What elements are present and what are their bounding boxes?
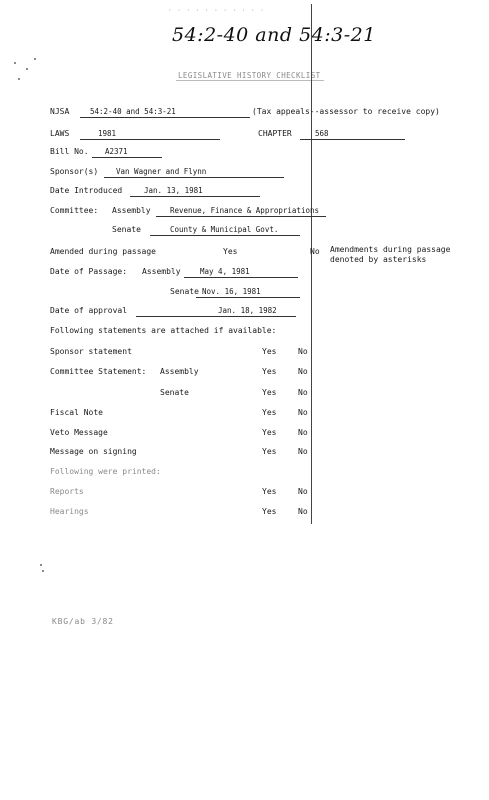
date-of-approval-underline (136, 316, 296, 317)
sponsors-value: Van Wagner and Flynn (116, 167, 207, 176)
amended-no: No (310, 247, 320, 256)
njsa-label: NJSA (50, 107, 70, 116)
scan-speck (26, 68, 28, 70)
njsa-underline (80, 117, 250, 118)
date-of-approval-label: Date of approval (50, 306, 128, 315)
chapter-underline (300, 139, 405, 140)
committee-statement-assembly-label: Assembly (160, 367, 199, 376)
date-introduced-label: Date Introduced (50, 186, 123, 195)
sponsor-statement-no: No (298, 347, 308, 356)
message-on-signing-yes: Yes (262, 447, 277, 456)
fiscal-note-no: No (298, 408, 308, 417)
laws-label: LAWS (50, 129, 70, 138)
bill-label: Bill No. (50, 147, 89, 156)
scan-speck (14, 62, 16, 64)
committee-statement-assembly-no: No (298, 367, 308, 376)
title-underline (176, 80, 324, 81)
passage-senate-value: Nov. 16, 1981 (202, 287, 261, 296)
bill-value: A2371 (105, 147, 128, 156)
committee-statement-senate-no: No (298, 388, 308, 397)
njsa-value: 54:2-40 and 54:3-21 (90, 107, 176, 116)
scan-artifact: · · · · · · · · · · · (168, 7, 265, 14)
message-on-signing-no: No (298, 447, 308, 456)
date-introduced-value: Jan. 13, 1981 (144, 186, 203, 195)
reports-label: Reports (50, 487, 84, 496)
hearings-yes: Yes (262, 507, 277, 516)
scan-speck (40, 564, 42, 566)
scan-speck (42, 570, 44, 572)
sponsors-label: Sponsor(s) (50, 167, 99, 176)
sponsors-underline (104, 177, 284, 178)
njsa-note: (Tax appeals--assessor to receive copy) (252, 107, 440, 116)
amended-yes: Yes (223, 247, 238, 256)
committee-statement-senate-label: Senate (160, 388, 189, 397)
sponsor-statement-yes: Yes (262, 347, 277, 356)
hearings-no: No (298, 507, 308, 516)
amended-note-line2: denoted by asterisks (330, 255, 427, 264)
committee-senate-label: Senate (112, 225, 141, 234)
committee-label: Committee: (50, 206, 99, 215)
committee-statement-senate-yes: Yes (262, 388, 277, 397)
amended-label: Amended during passage (50, 247, 156, 256)
reports-yes: Yes (262, 487, 277, 496)
date-introduced-underline (130, 196, 260, 197)
committee-statement-assembly-yes: Yes (262, 367, 277, 376)
document-title: LEGISLATIVE HISTORY CHECKLIST (178, 71, 321, 80)
veto-message-yes: Yes (262, 428, 277, 437)
committee-assembly-underline (156, 216, 326, 217)
committee-senate-value: County & Municipal Govt. (170, 225, 279, 234)
printed-heading: Following were printed: (50, 467, 161, 476)
veto-message-no: No (298, 428, 308, 437)
date-of-approval-value: Jan. 18, 1982 (218, 306, 277, 315)
veto-message-label: Veto Message (50, 428, 108, 437)
handwritten-statute-header: 54:2-40 and 54:3-21 (172, 24, 376, 46)
passage-assembly-value: May 4, 1981 (200, 267, 250, 276)
committee-senate-underline (150, 235, 300, 236)
footer-stamp: KBG/ab 3/82 (52, 617, 114, 626)
sponsor-statement-label: Sponsor statement (50, 347, 132, 356)
hearings-label: Hearings (50, 507, 89, 516)
reports-no: No (298, 487, 308, 496)
committee-assembly-label: Assembly (112, 206, 151, 215)
message-on-signing-label: Message on signing (50, 447, 137, 456)
committee-assembly-value: Revenue, Finance & Appropriations (170, 206, 320, 215)
fiscal-note-label: Fiscal Note (50, 408, 103, 417)
scan-speck (18, 78, 20, 80)
bill-underline (92, 157, 162, 158)
passage-assembly-label: Assembly (142, 267, 181, 276)
fiscal-note-yes: Yes (262, 408, 277, 417)
fold-line (311, 4, 312, 524)
passage-senate-label: Senate (170, 287, 199, 296)
statements-heading: Following statements are attached if available: (50, 326, 277, 335)
chapter-value: 568 (315, 129, 329, 138)
amended-note-line1: Amendments during passage (330, 245, 451, 254)
passage-assembly-underline (184, 277, 298, 278)
date-of-passage-label: Date of Passage: (50, 267, 128, 276)
laws-value: 1981 (98, 129, 117, 138)
chapter-label: CHAPTER (258, 129, 292, 138)
laws-underline (80, 139, 220, 140)
committee-statement-label: Committee Statement: (50, 367, 147, 376)
passage-senate-underline (196, 297, 300, 298)
scan-speck (34, 58, 36, 60)
